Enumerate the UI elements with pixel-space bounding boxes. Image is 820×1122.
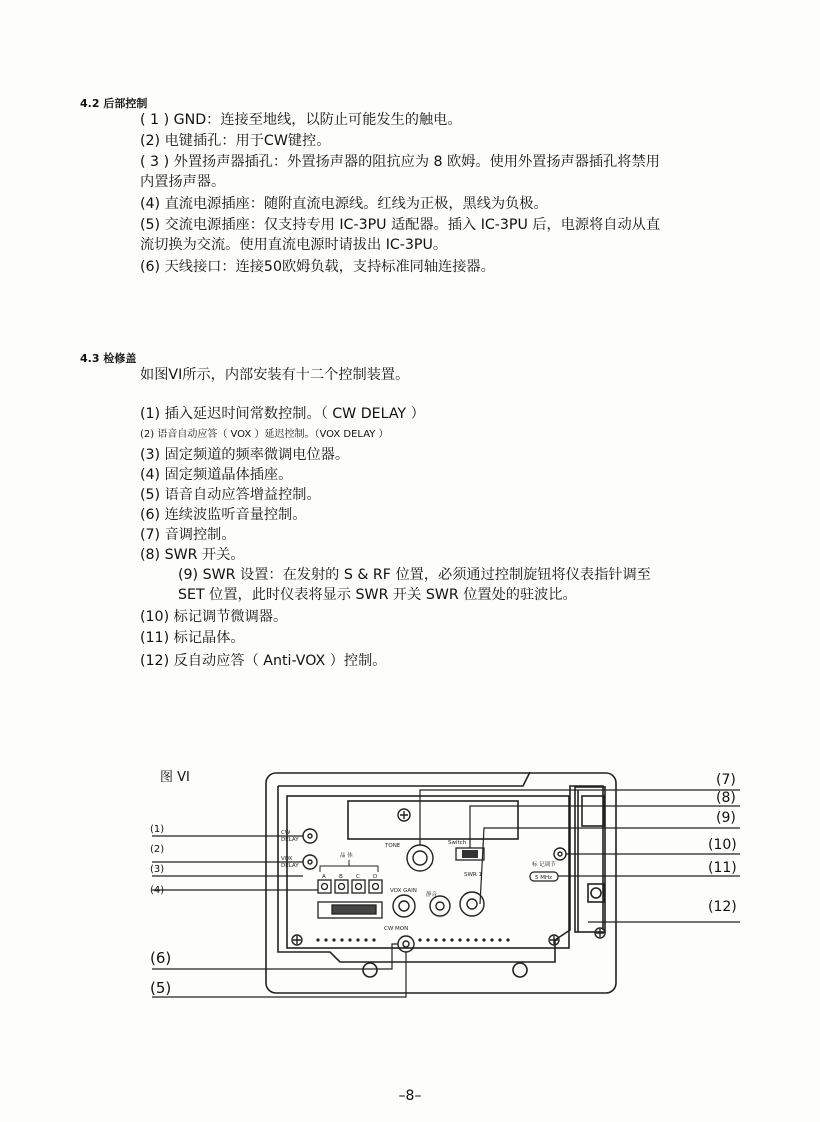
callout-12: (12) <box>708 899 737 915</box>
cw-delay-label-1: CW <box>281 830 291 836</box>
section-4-3-intro: 如图VI所示，内部安装有十二个控制装置。 <box>140 367 410 383</box>
cw-delay-label-2: DELAY <box>281 837 299 843</box>
section-4-3-heading: 4.3 检修盖 <box>80 352 137 365</box>
cw-mon-label: CW MON <box>384 926 409 932</box>
section-4-2-heading: 4.2 后部控制 <box>80 97 148 110</box>
leader-lines <box>152 790 740 997</box>
service-item-11: (11) 标记晶体。 <box>140 630 245 646</box>
crystal-label: 晶 体 <box>340 853 353 859</box>
callout-7: (7) <box>716 772 736 788</box>
service-item-9: (9) SWR 设置：在发射的 S & RF 位置，必须通过控制旋钮将仪表指针调至 <box>178 567 651 583</box>
callout-2: (2) <box>150 844 165 855</box>
swr-switch-label: Switch <box>448 840 467 846</box>
service-item-2: (2) 语音自动应答（ VOX ）延迟控制。（VOX DELAY ） <box>140 429 389 440</box>
rear-control-item-5: (5) 交流电源插座：仅支持专用 IC-3PU 适配器。插入 IC-3PU 后，电源将自动从直 <box>140 217 661 233</box>
service-item-4: (4) 固定频道晶体插座。 <box>140 467 293 483</box>
marker-label: 标 记调节 <box>532 862 556 868</box>
pcb-board <box>287 796 569 948</box>
anti-vox-label: 静音 <box>426 892 438 898</box>
callout-5: (5) <box>150 979 172 997</box>
rear-control-item-4: (4) 直流电源插座：随附直流电源线。红线为正极，黑线为负极。 <box>140 196 548 212</box>
tone-label: TONE <box>385 843 401 849</box>
side-component <box>582 796 604 826</box>
callout-10: (10) <box>708 837 737 853</box>
service-item-12: (12) 反自动应答（ Anti-VOX ）控制。 <box>140 653 387 669</box>
side-column <box>575 787 605 932</box>
crystal-letter-b: B <box>339 874 343 880</box>
marker-crystal-label: 5 MHz <box>535 875 553 881</box>
rear-control-item-5-cont: 流切换为交流。使用直流电源时请拔出 IC-3PU。 <box>140 237 448 253</box>
callout-8: (8) <box>716 790 736 806</box>
trim-pots <box>303 829 566 952</box>
service-item-1: (1) 插入延迟时间常数控制。（ CW DELAY ） <box>140 406 425 422</box>
callout-4: (4) <box>150 885 165 896</box>
callout-9: (9) <box>716 810 736 826</box>
callout-6: (6) <box>150 949 172 967</box>
rear-control-item-1: ( 1 ) GND：连接至地线，以防止可能发生的触电。 <box>140 112 462 128</box>
mounting-holes <box>363 963 527 977</box>
crystal-letter-d: D <box>373 874 378 880</box>
service-item-9-cont: SET 位置，此时仪表将显示 SWR 开关 SWR 位置处的驻波比。 <box>178 587 577 603</box>
service-item-10: (10) 标记调节微调器。 <box>140 609 288 625</box>
service-item-3: (3) 固定频道的频率微调电位器。 <box>140 447 350 463</box>
rear-control-item-3: ( 3 ) 外置扬声器插孔：外置扬声器的阻抗应为 8 欧姆。使用外置扬声器插孔将禁用 <box>140 154 660 170</box>
vox-delay-label-1: VOX <box>281 856 293 862</box>
callout-3: (3) <box>150 864 165 875</box>
service-item-5: (5) 语音自动应答增益控制。 <box>140 487 321 503</box>
page-number: –8– <box>398 1088 422 1104</box>
swr-pot-label: SWR 1 <box>464 872 482 878</box>
vox-gain-label: VOX GAIN <box>390 888 417 894</box>
rear-control-item-6: (6) 天线接口：连接50欧姆负载，支持标准同轴连接器。 <box>140 259 495 275</box>
rear-control-item-2: (2) 电键插孔：用于CW键控。 <box>140 133 331 149</box>
service-item-7: (7) 音调控制。 <box>140 527 236 543</box>
vox-delay-label-2: DELAY <box>281 863 299 869</box>
service-item-6: (6) 连续波监听音量控制。 <box>140 507 307 523</box>
crystal-sockets <box>318 880 382 918</box>
figure-label: 图 VI <box>160 770 190 785</box>
crystal-letter-c: C <box>356 874 360 880</box>
crystal-letter-a: A <box>322 874 326 880</box>
callout-11: (11) <box>708 860 737 876</box>
cover-plate <box>348 801 518 839</box>
service-item-8: (8) SWR 开关。 <box>140 547 245 563</box>
callout-1: (1) <box>150 824 165 835</box>
rear-control-item-3-cont: 内置扬声器。 <box>140 174 226 190</box>
